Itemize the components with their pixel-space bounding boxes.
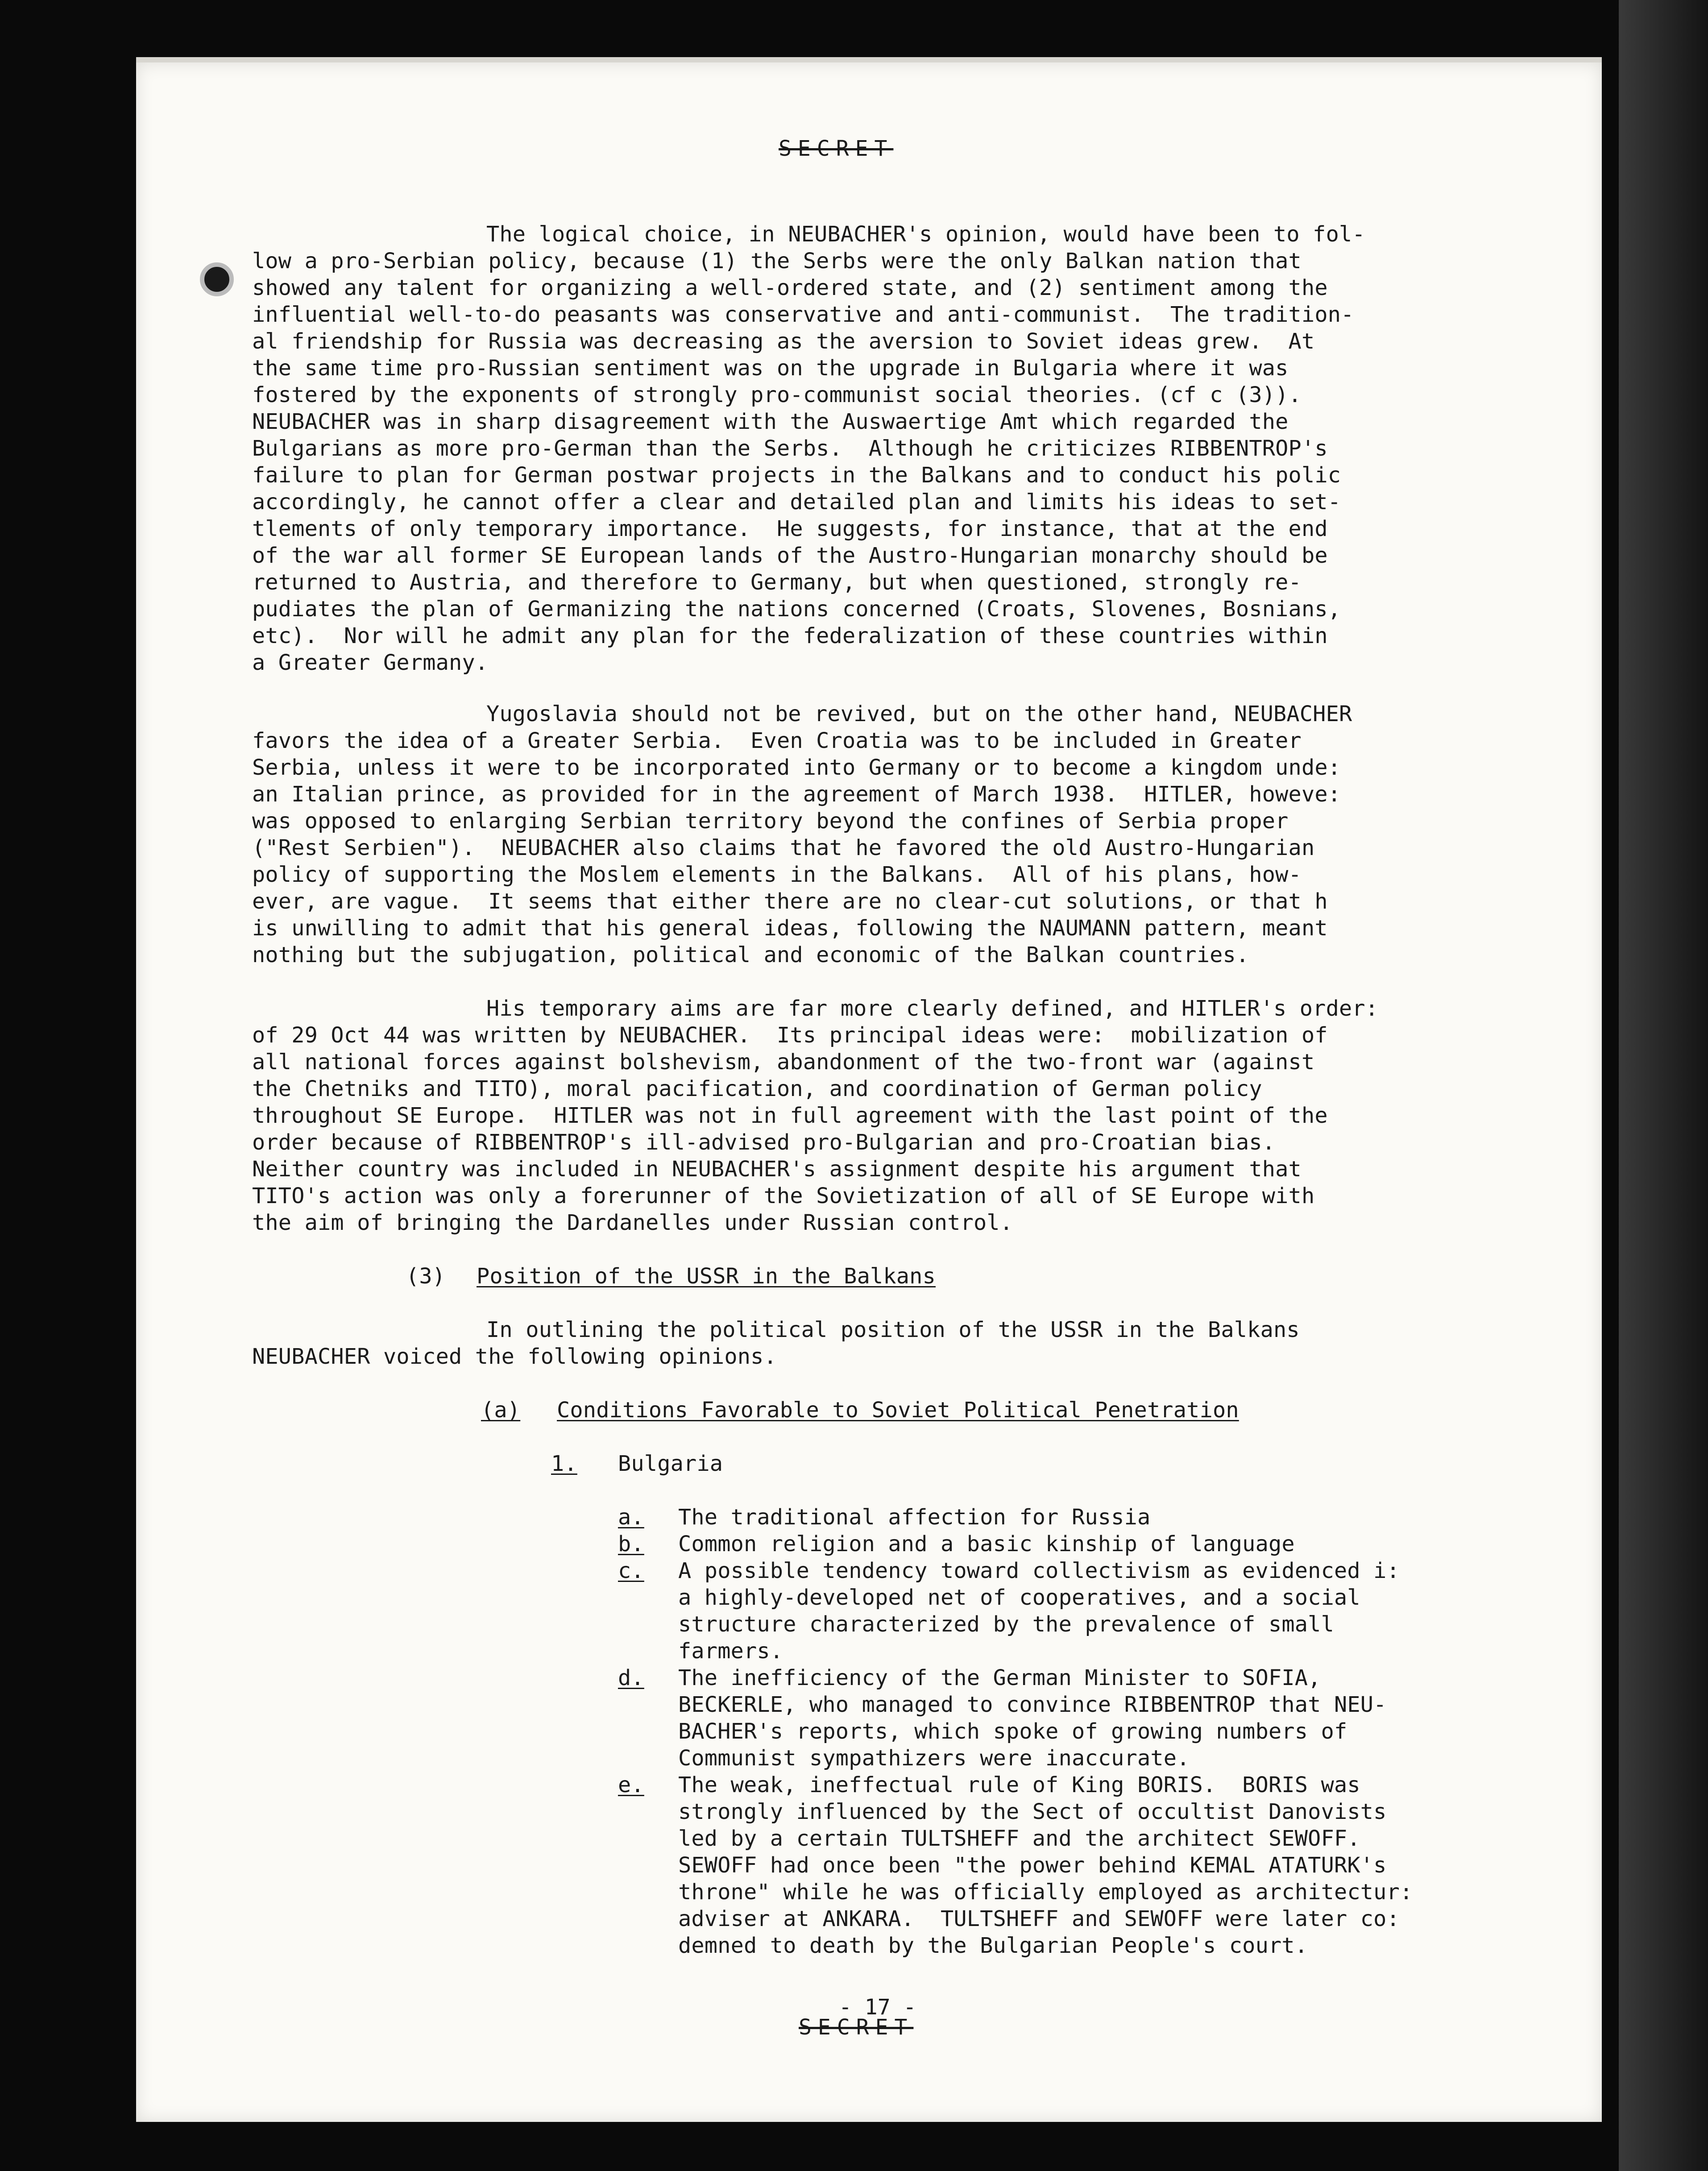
paragraph-1-line: fostered by the exponents of strongly pro-communist social theories. (cf c (3)). (252, 382, 1302, 407)
bulgaria-point-line: The traditional affection for Russia (678, 1505, 1151, 1530)
footer-classification: SECRET (799, 2015, 914, 2040)
bulgaria-point-label: d. (618, 1665, 644, 1690)
bulgaria-point-line: Common religion and a basic kinship of language (678, 1532, 1295, 1557)
paragraph-3-line: Neither country was included in NEUBACHER's assignment despite his argument that (252, 1157, 1302, 1182)
paragraph-1-line: NEUBACHER was in sharp disagreement with the Auswaertige Amt which regarded the (252, 409, 1289, 434)
paragraph-1-line: showed any talent for organizing a well-ordered state, and (2) sentiment among the (252, 275, 1328, 300)
paragraph-3-line: of 29 Oct 44 was written by NEUBACHER. Its principal ideas were: mobilization of (252, 1023, 1328, 1048)
bulgaria-point-line: Communist sympathizers were inaccurate. (678, 1746, 1190, 1771)
punch-hole (200, 262, 234, 296)
bulgaria-point-label: c. (618, 1558, 644, 1583)
paragraph-1-line: the same time pro-Russian sentiment was on the upgrade in Bulgaria where it was (252, 356, 1289, 381)
paragraph-3-line: all national forces against bolshevism, abandonment of the two-front war (against (252, 1050, 1315, 1075)
paragraph-2-line: ("Rest Serbien"). NEUBACHER also claims that he favored the old Austro-Hungarian (252, 835, 1315, 860)
section-3-number: (3) (406, 1264, 446, 1289)
bulgaria-point-line: demned to death by the Bulgarian People's court. (678, 1933, 1308, 1958)
paragraph-1-line: low a pro-Serbian policy, because (1) the Serbs were the only Balkan nation that (252, 249, 1302, 274)
bulgaria-point-line: structure characterized by the prevalence of small (678, 1612, 1334, 1637)
paragraph-2-line: ever, are vague. It seems that either there are no clear-cut solutions, or that h (252, 889, 1328, 914)
paragraph-1-line: influential well-to-do peasants was conservative and anti-communist. The tradition- (252, 302, 1354, 327)
bulgaria-point-line: a highly-developed net of cooperatives, and a social (678, 1585, 1360, 1610)
paragraph-1-line: The logical choice, in NEUBACHER's opinion, would have been to fol- (486, 222, 1365, 247)
paragraph-3-line: His temporary aims are far more clearly defined, and HITLER's order: (486, 996, 1379, 1021)
page-number: - 17 - (839, 1995, 916, 2020)
paragraph-3-line: TITO's action was only a forerunner of the Sovietization of all of SE Europe with (252, 1183, 1315, 1208)
bulgaria-point-line: adviser at ANKARA. TULTSHEFF and SEWOFF were later co: (678, 1906, 1400, 1931)
paragraph-1-line: tlements of only temporary importance. He suggests, for instance, that at the end (252, 516, 1328, 541)
bulgaria-point-label: a. (618, 1505, 644, 1530)
section-3-title: Position of the USSR in the Balkans (477, 1264, 936, 1289)
section-3-intro-line: In outlining the political position of the USSR in the Balkans (486, 1317, 1300, 1342)
bulgaria-point-label: e. (618, 1772, 644, 1797)
paragraph-3-line: the Chetniks and TITO), moral pacification, and coordination of German policy (252, 1076, 1262, 1101)
paragraph-3-line: order because of RIBBENTROP's ill-advised pro-Bulgarian and pro-Croatian bias. (252, 1130, 1276, 1155)
paragraph-2-line: Yugoslavia should not be revived, but on the other hand, NEUBACHER (486, 702, 1352, 726)
paragraph-1-line: al friendship for Russia was decreasing as the aversion to Soviet ideas grew. At (252, 329, 1315, 354)
paragraph-2-line: favors the idea of a Greater Serbia. Even Croatia was to be included in Greater (252, 728, 1302, 753)
paragraph-1-line: etc). Nor will he admit any plan for the federalization of these countries within (252, 623, 1328, 648)
paragraph-1-line: accordingly, he cannot offer a clear and detailed plan and limits his ideas to set- (252, 490, 1341, 515)
paragraph-2-line: is unwilling to admit that his general ideas, following the NAUMANN pattern, meant (252, 916, 1328, 941)
paragraph-2-line: an Italian prince, as provided for in the agreement of March 1938. HITLER, howeve: (252, 782, 1341, 807)
paragraph-3-line: the aim of bringing the Dardanelles under Russian control. (252, 1210, 1013, 1235)
paragraph-2-line: Serbia, unless it were to be incorporated into Germany or to become a kingdom unde: (252, 755, 1341, 780)
bulgaria-point-line: The weak, ineffectual rule of King BORIS. BORIS was (678, 1772, 1360, 1797)
header-classification: SECRET (779, 136, 894, 161)
paragraph-2-line: nothing but the subjugation, political and economic of the Balkan countries. (252, 942, 1249, 967)
paragraph-1-line: of the war all former SE European lands of the Austro-Hungarian monarchy should be (252, 543, 1328, 568)
paragraph-3-line: throughout SE Europe. HITLER was not in full agreement with the last point of the (252, 1103, 1328, 1128)
subsection-a-title: Conditions Favorable to Soviet Political Penetration (557, 1398, 1239, 1423)
paragraph-1-line: failure to plan for German postwar projects in the Balkans and to conduct his polic (252, 463, 1341, 488)
bulgaria-point-line: BECKERLE, who managed to convince RIBBENTROP that NEU- (678, 1692, 1387, 1717)
bulgaria-point-line: The inefficiency of the German Minister to SOFIA, (678, 1665, 1321, 1690)
bulgaria-point-line: BACHER's reports, which spoke of growing numbers of (678, 1719, 1347, 1744)
bulgaria-point-line: A possible tendency toward collectivism as evidenced i: (678, 1558, 1400, 1583)
film-border-shade (1619, 0, 1708, 2171)
item-1-number: 1. (551, 1451, 577, 1476)
section-3-intro-line: NEUBACHER voiced the following opinions. (252, 1344, 777, 1369)
bulgaria-point-line: strongly influenced by the Sect of occultist Danovists (678, 1799, 1387, 1824)
bulgaria-point-line: SEWOFF had once been "the power behind KEMAL ATATURK's (678, 1853, 1387, 1878)
paragraph-1-line: pudiates the plan of Germanizing the nations concerned (Croats, Slovenes, Bosnians, (252, 597, 1341, 622)
paragraph-2-line: policy of supporting the Moslem elements in the Balkans. All of his plans, how- (252, 862, 1302, 887)
bulgaria-point-line: farmers. (678, 1639, 784, 1664)
paragraph-1-line: returned to Austria, and therefore to Germany, but when questioned, strongly re- (252, 570, 1302, 595)
bulgaria-point-label: b. (618, 1532, 644, 1557)
item-1-title: Bulgaria (618, 1451, 723, 1476)
paragraph-1-line: a Greater Germany. (252, 650, 489, 675)
paragraph-1-line: Bulgarians as more pro-German than the Serbs. Although he criticizes RIBBENTROP's (252, 436, 1328, 461)
paragraph-2-line: was opposed to enlarging Serbian territory beyond the confines of Serbia proper (252, 809, 1289, 834)
bulgaria-point-line: led by a certain TULTSHEFF and the architect SEWOFF. (678, 1826, 1360, 1851)
bulgaria-point-line: throne" while he was officially employed as architectur: (678, 1880, 1413, 1905)
subsection-a-number: (a) (481, 1398, 521, 1423)
